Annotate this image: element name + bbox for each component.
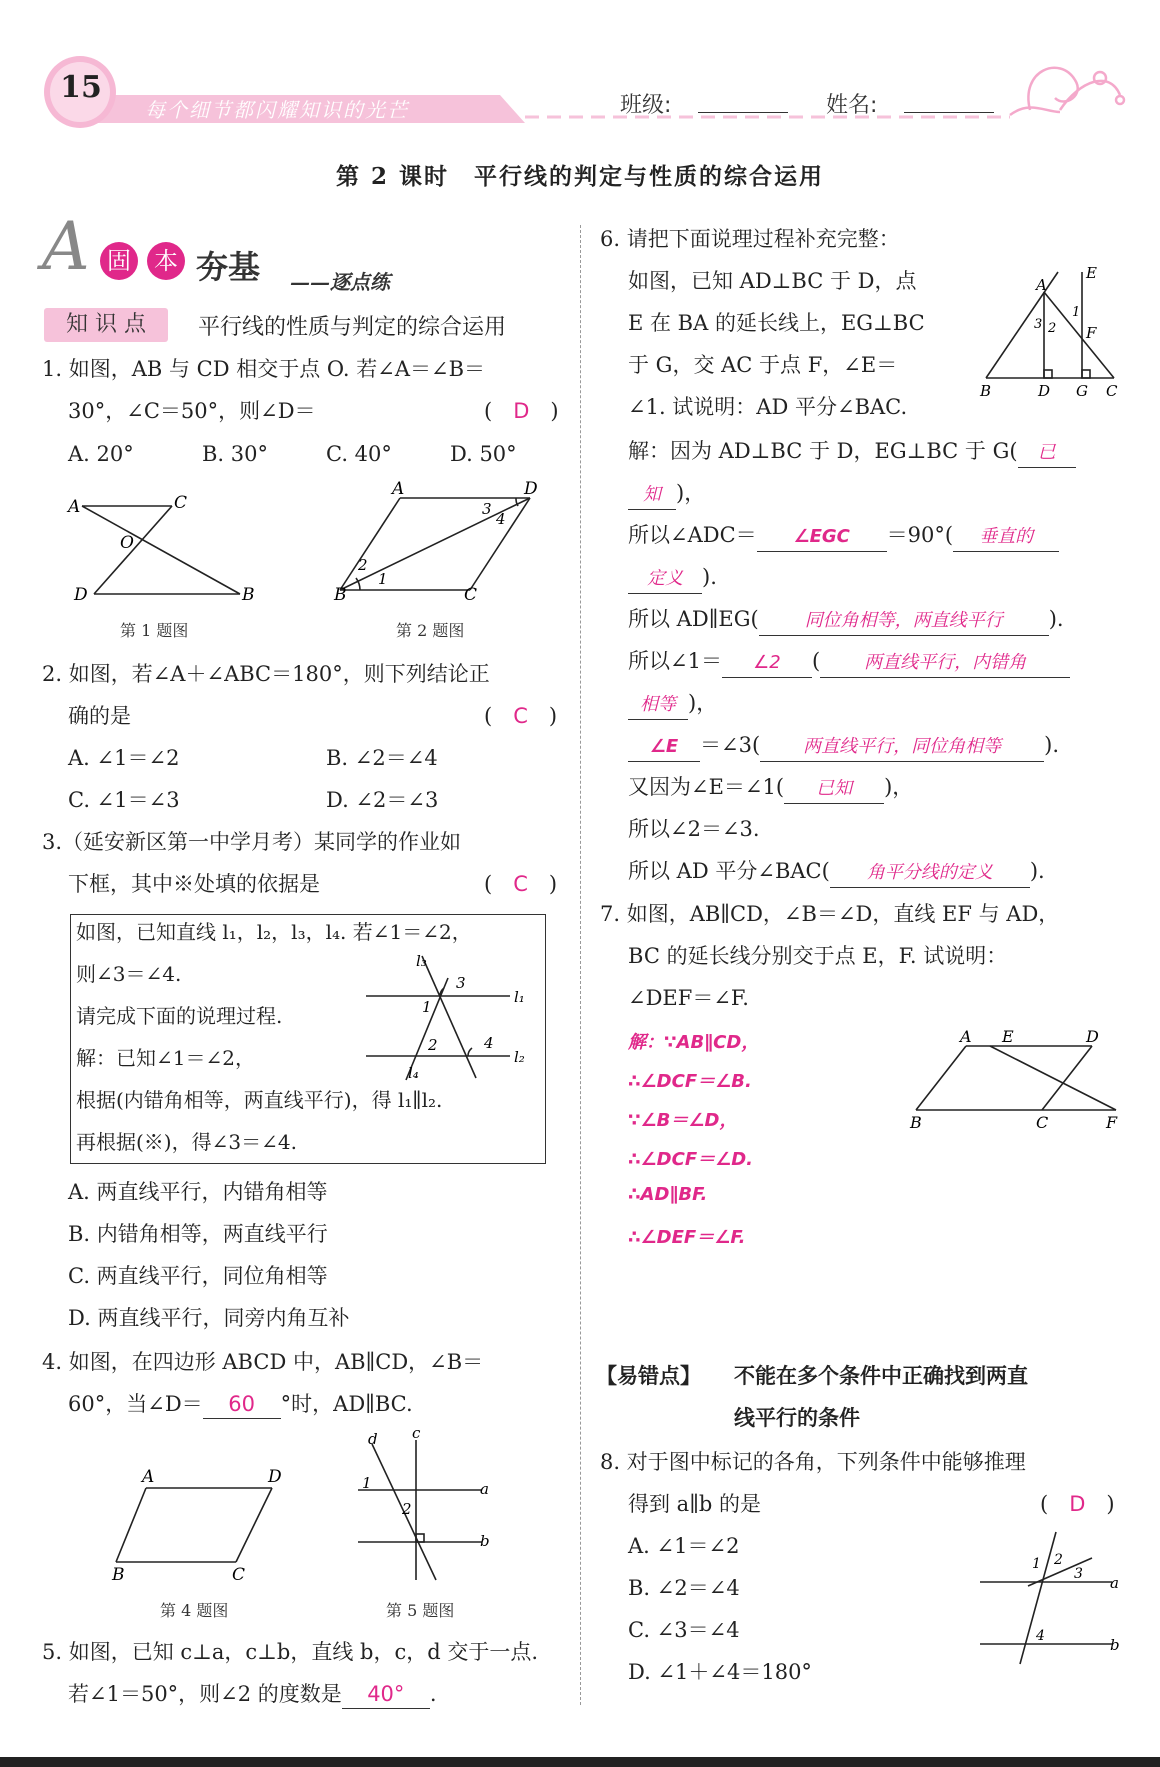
knowledge-point-title: 平行线的性质与判定的综合运用 [198, 315, 507, 340]
svg-text:3: 3 [1034, 317, 1043, 332]
header-motto: 每个细节都闪耀知识的光芒 [145, 98, 409, 122]
error-label: 【易错点】 [596, 1363, 701, 1388]
q6-s2b: ＝90°( [886, 523, 954, 547]
svg-text:l₂: l₂ [514, 1048, 525, 1066]
q6-s5a: ＝∠3( [700, 733, 761, 757]
q4-line2 [68, 1390, 413, 1419]
q6-blank4-text: 同位角相等，两直线平行 [804, 610, 1003, 631]
svg-text:2: 2 [1048, 321, 1057, 336]
q6-blank7[interactable] [628, 731, 700, 762]
svg-text:E: E [1086, 264, 1097, 282]
q3-box-line2: 则∠3＝∠4. [76, 962, 182, 986]
svg-text:l₄: l₄ [408, 1064, 419, 1082]
svg-text:D: D [1038, 382, 1051, 400]
svg-text:A: A [1036, 276, 1047, 294]
q6-step4 [628, 647, 1070, 678]
q3-answer[interactable]: C [513, 872, 528, 896]
q8-figure [976, 1528, 1126, 1668]
q6-blank1-text: 已 [1037, 442, 1056, 463]
svg-text:A: A [68, 497, 81, 517]
q6-blank8-text: 两直线平行，同位角相等 [803, 736, 1002, 757]
class-label: 班级: [620, 93, 672, 118]
q6-step1b [628, 479, 705, 510]
column-divider [580, 225, 581, 1705]
svg-text:2: 2 [428, 1036, 438, 1054]
svg-text:B: B [334, 585, 347, 605]
q6-stem2: E 在 BA 的延长线上，EG⊥BC [628, 311, 925, 335]
q2-answer[interactable]: C [513, 704, 528, 728]
bottom-bar [0, 1757, 1160, 1767]
svg-text:B: B [112, 1565, 125, 1582]
q1-answer-bracket: ( D ) [484, 399, 559, 423]
q8-line2: 得到 a∥b 的是 [628, 1492, 762, 1516]
q8-answer[interactable]: D [1069, 1492, 1086, 1516]
svg-text:l₁: l₁ [514, 988, 525, 1006]
q4-line2a: 60°，当∠D＝ [68, 1392, 203, 1416]
q6-step7: 所以∠2＝∠3. [628, 817, 760, 841]
q6-blank8[interactable] [760, 731, 1044, 762]
q3-line1: 3.（延安新区第一中学月考）某同学的作业如 [42, 830, 462, 854]
q7-sol-3: ∵∠B＝∠D， [628, 1110, 738, 1131]
q2-answer-bracket: ( C ) [484, 704, 558, 728]
q5-line1: 5. 如图，已知 c⊥a，c⊥b，直线 b，c，d 交于一点. [42, 1640, 539, 1664]
svg-text:C: C [232, 1565, 246, 1582]
svg-text:4: 4 [496, 510, 506, 528]
q5-answer-text: 40° [367, 1682, 405, 1706]
section-title: 夯基 [196, 248, 261, 286]
q6-s4a: 所以∠1＝ [628, 649, 722, 673]
q3-opt-c: C. 两直线平行，同位角相等 [68, 1264, 328, 1288]
q5-caption: 第 5 题图 [386, 1601, 455, 1620]
q7-sol-5: ∴AD∥BF. [628, 1184, 708, 1205]
svg-text:2: 2 [402, 1500, 412, 1518]
svg-text:F: F [1106, 1113, 1118, 1132]
q3-line2: 下框，其中※处填的依据是 [68, 872, 320, 896]
svg-text:3: 3 [1074, 1566, 1083, 1582]
q8-opt-b: B. ∠2＝∠4 [628, 1576, 740, 1600]
q6-s3a: 所以 AD∥EG( [628, 607, 759, 631]
q5-figure [350, 1430, 500, 1590]
svg-text:E: E [1002, 1027, 1014, 1046]
q6-s2c: ). [702, 565, 717, 589]
svg-text:G: G [1076, 382, 1088, 400]
svg-text:l₃: l₃ [416, 952, 427, 970]
q6-step2b [628, 563, 717, 594]
q2-line1: 2. 如图，若∠A＋∠ABC＝180°，则下列结论正 [42, 662, 490, 686]
section-subtitle: ——逐点练 [290, 270, 390, 294]
q3-opt-d: D. 两直线平行，同旁内角互补 [68, 1306, 350, 1330]
svg-text:A: A [392, 479, 405, 499]
q3-figure [360, 948, 540, 1088]
q6-s1a: 解：因为 AD⊥BC 于 D，EG⊥BC 于 G( [628, 439, 1018, 463]
svg-text:B: B [980, 382, 992, 400]
svg-text:a: a [1110, 1574, 1119, 1592]
q6-step3 [628, 605, 1064, 636]
error-title-2: 线平行的条件 [734, 1405, 860, 1430]
section-circle-2: 本 [147, 242, 185, 280]
svg-text:D: D [74, 585, 88, 605]
q4-answer-text: 60 [228, 1392, 256, 1416]
q1-caption: 第 1 题图 [120, 621, 189, 640]
q3-box-line5: 根据(内错角相等，两直线平行)，得 l₁∥l₂. [76, 1088, 443, 1112]
q6-step4b [628, 689, 717, 720]
q5-line2a: 若∠1＝50°，则∠2 的度数是 [68, 1682, 342, 1706]
svg-text:D: D [524, 479, 538, 499]
page-number: 15 [60, 70, 102, 105]
q6-blank4[interactable] [759, 605, 1049, 636]
q4-caption: 第 4 题图 [160, 1601, 229, 1620]
q8-line1: 8. 对于图中标记的各角，下列条件中能够推理 [600, 1450, 1026, 1474]
q8-answer-bracket: ( D ) [1040, 1492, 1115, 1516]
q4-figure [100, 1462, 300, 1582]
q6-s3b: ). [1048, 607, 1064, 631]
q1-line1: 1. 如图，AB 与 CD 相交于点 O. 若∠A＝∠B＝ [42, 357, 486, 381]
q1-opt-b: B. 30° [202, 442, 269, 466]
q7-sol-2: ∴∠DCF＝∠B. [628, 1071, 752, 1092]
q8-opt-a: A. ∠1＝∠2 [628, 1534, 740, 1558]
q6-blank6[interactable] [820, 647, 1070, 678]
q6-blank1b[interactable] [628, 479, 676, 510]
svg-text:C: C [1106, 382, 1118, 400]
q8-opt-c: C. ∠3＝∠4 [628, 1618, 740, 1642]
q2-opt-c: C. ∠1＝∠3 [68, 788, 180, 812]
q6-blank7-text: ∠E [649, 736, 679, 757]
svg-text:C: C [1036, 1113, 1049, 1132]
q6-step8 [628, 857, 1045, 888]
q2-opt-b: B. ∠2＝∠4 [326, 746, 438, 770]
q6-blank2-text: ∠EGC [793, 526, 850, 547]
q6-stem3: 于 G，交 AC 于点 F，∠E＝ [628, 353, 898, 377]
lesson-title: 第 2 课时 平行线的判定与性质的综合运用 [335, 163, 825, 190]
q1-opt-d: D. 50° [450, 442, 517, 466]
q5-answer[interactable] [342, 1680, 430, 1709]
knowledge-point-badge: 知 识 点 [44, 308, 168, 342]
q6-s8b: ). [1029, 859, 1045, 883]
q6-step6 [628, 773, 913, 804]
q6-blank3b[interactable] [628, 563, 702, 594]
q6-blank10[interactable] [830, 857, 1030, 888]
svg-text:4: 4 [1036, 1628, 1045, 1644]
q6-s6b: )， [884, 775, 914, 799]
svg-text:4: 4 [484, 1034, 494, 1052]
q6-s5b: ). [1044, 733, 1060, 757]
error-title-1: 不能在多个条件中正确找到两直 [734, 1363, 1028, 1388]
q1-answer[interactable]: D [513, 399, 530, 423]
q6-blank1b-text: 知 [643, 484, 661, 505]
q7-line3: ∠DEF＝∠F. [628, 986, 749, 1010]
q1-figure [60, 488, 260, 608]
q6-stem1: 如图，已知 AD⊥BC 于 D，点 [628, 269, 917, 293]
svg-text:C: C [174, 493, 188, 513]
q1-opt-c: C. 40° [326, 442, 392, 466]
q6-blank6b-text: 相等 [640, 694, 676, 715]
q1-opt-a: A. 20° [68, 442, 134, 466]
q3-opt-a: A. 两直线平行，内错角相等 [68, 1180, 328, 1204]
q6-s6a: 又因为∠E＝∠1( [628, 775, 785, 799]
svg-text:3: 3 [482, 500, 492, 518]
q6-line1: 6. 请把下面说理过程补充完整： [600, 227, 900, 251]
q7-sol-4: ∴∠DCF＝∠D. [628, 1149, 754, 1170]
q6-blank9[interactable] [784, 773, 884, 804]
q4-line2b: °时，AD∥BC. [280, 1392, 413, 1416]
svg-text:b: b [1110, 1636, 1120, 1654]
q2-opt-d: D. ∠2＝∠3 [326, 788, 439, 812]
svg-text:B: B [242, 585, 255, 605]
svg-text:1: 1 [378, 570, 388, 588]
q6-blank10-text: 角平分线的定义 [866, 862, 993, 883]
svg-text:F: F [1086, 324, 1097, 342]
svg-text:2: 2 [358, 556, 368, 574]
svg-text:D: D [1086, 1027, 1099, 1046]
svg-text:c: c [412, 1430, 421, 1442]
q6-step5 [628, 731, 1059, 762]
q6-step2 [628, 521, 1059, 552]
q3-answer-bracket: ( C ) [484, 872, 558, 896]
svg-text:C: C [464, 585, 478, 605]
q6-blank2[interactable] [757, 521, 887, 552]
q3-opt-b: B. 内错角相等，两直线平行 [68, 1222, 328, 1246]
q7-sol-6: ∴∠DEF＝∠F. [628, 1227, 746, 1248]
q6-s2a: 所以∠ADC＝ [628, 523, 757, 547]
q6-stem4: ∠1. 试说明：AD 平分∠BAC. [628, 395, 908, 419]
q6-blank3[interactable] [953, 521, 1059, 552]
svg-text:3: 3 [456, 974, 466, 992]
q7-line1: 7. 如图，AB∥CD，∠B＝∠D，直线 EF 与 AD， [600, 902, 1060, 926]
q8-opt-d: D. ∠1＋∠4＝180° [628, 1660, 812, 1684]
q3-box-line3: 请完成下面的说理过程. [76, 1004, 283, 1028]
q3-box-line6: 再根据(※)，得∠3＝∠4. [76, 1130, 297, 1154]
q3-box-line4: 解：已知∠1＝∠2， [76, 1046, 255, 1070]
q6-blank3b-text: 定义 [647, 568, 683, 589]
svg-text:a: a [480, 1480, 489, 1498]
q6-s8a: 所以 AD 平分∠BAC( [628, 859, 830, 883]
svg-text:1: 1 [422, 998, 432, 1016]
q6-blank6b[interactable] [628, 689, 688, 720]
q2-caption: 第 2 题图 [396, 621, 465, 640]
q2-line2: 确的是 [68, 704, 131, 728]
svg-text:1: 1 [1032, 1556, 1041, 1572]
svg-text:1: 1 [1072, 305, 1081, 320]
q7-figure [906, 1024, 1126, 1134]
svg-text:1: 1 [362, 1474, 372, 1492]
class-blank[interactable] [698, 112, 788, 113]
q6-blank5[interactable] [722, 647, 812, 678]
q2-opt-a: A. ∠1＝∠2 [68, 746, 180, 770]
q6-blank9-text: 已知 [816, 778, 853, 799]
name-label: 姓名: [826, 93, 878, 118]
name-blank[interactable] [904, 112, 994, 113]
svg-text:A: A [142, 1467, 155, 1487]
q6-figure [978, 260, 1128, 400]
q6-step1 [628, 437, 1076, 468]
q4-line1: 4. 如图，在四边形 ABCD 中，AB∥CD，∠B＝ [42, 1350, 484, 1374]
q4-answer[interactable] [203, 1390, 281, 1419]
q7-sol-1: 解：∵AB∥CD， [628, 1032, 760, 1053]
q3-box-line1: 如图，已知直线 l₁，l₂，l₃，l₄. 若∠1＝∠2， [76, 920, 472, 944]
q2-figure [320, 478, 560, 608]
q6-s4b: ( [811, 649, 821, 673]
q6-blank1[interactable] [1018, 437, 1076, 468]
svg-text:O: O [120, 533, 134, 553]
svg-text:b: b [480, 1532, 490, 1550]
section-circle-1: 固 [100, 242, 138, 280]
q6-s4c: )， [688, 691, 718, 715]
flourish-ornament [1010, 68, 1124, 115]
q6-blank3-text: 垂直的 [979, 526, 1034, 547]
q6-blank5-text: ∠2 [753, 652, 781, 673]
section-letter: A [42, 208, 90, 285]
q6-blank6-text: 两直线平行，内错角 [864, 652, 1027, 673]
svg-text:B: B [910, 1113, 922, 1132]
svg-text:D: D [268, 1467, 282, 1487]
q7-line2: BC 的延长线分别交于点 E，F. 试说明： [628, 944, 1008, 968]
q5-line2 [68, 1680, 437, 1709]
svg-text:d: d [368, 1430, 378, 1448]
q6-s1b: )， [676, 481, 706, 505]
svg-text:2: 2 [1054, 1552, 1063, 1568]
q5-line2b: . [429, 1682, 437, 1706]
svg-text:A: A [960, 1027, 972, 1046]
q1-line2: 30°，∠C＝50°，则∠D＝ [68, 399, 316, 423]
